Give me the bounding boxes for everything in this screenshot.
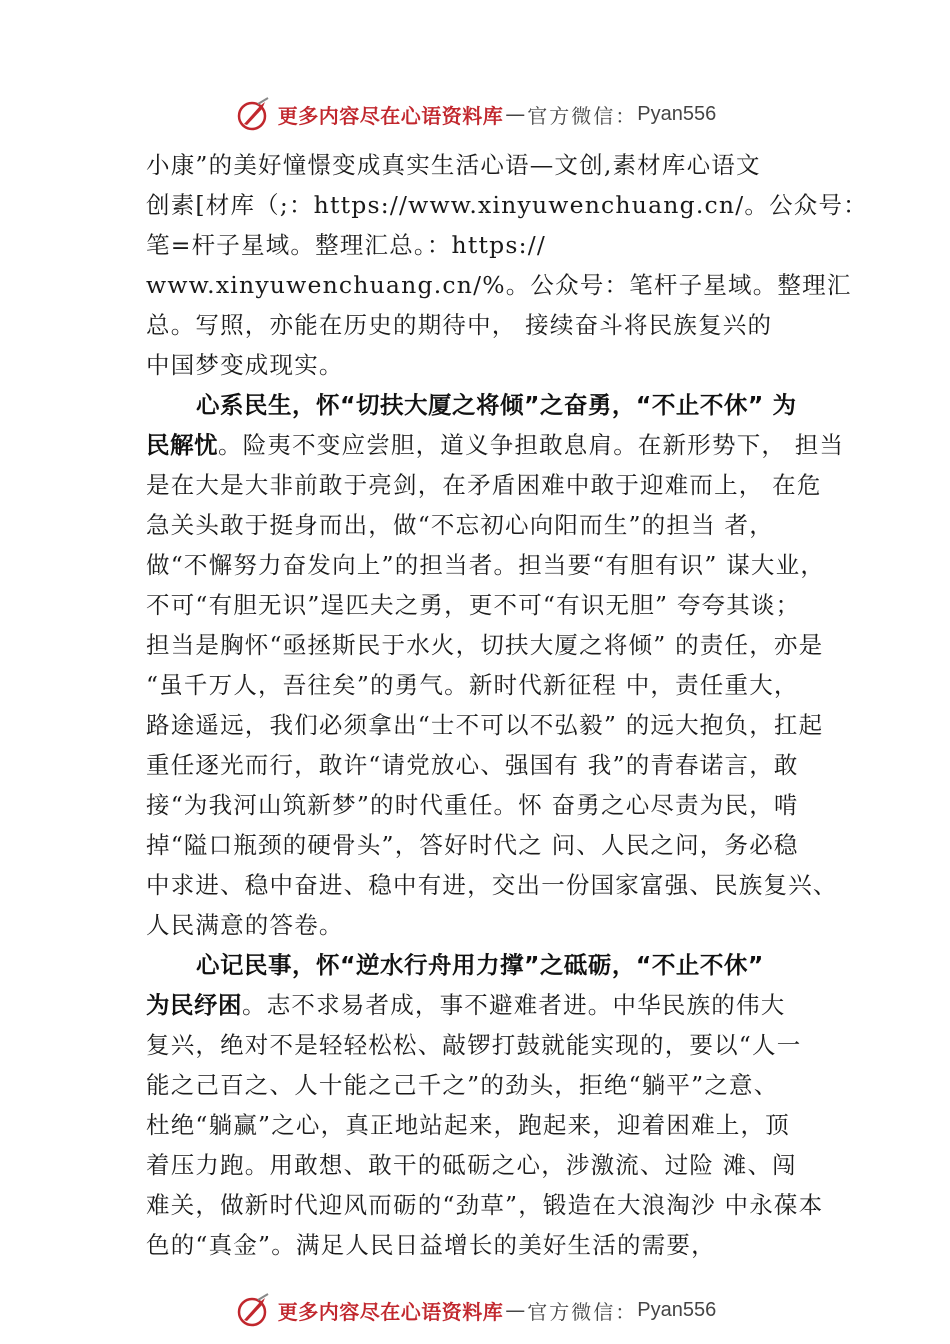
body-text: 重任逐光而行，敢许“请党放心、强国有 我”的青春诺言，敢 (146, 751, 799, 779)
body-text: “虽千万人，吾往矣”的勇气。新时代新征程 中，责任重大， (146, 671, 799, 699)
text-line (146, 310, 772, 340)
header-watermark-banner (0, 94, 950, 134)
body-text: www.xinyuwenchuang.cn/%。公众号：笔杆子星域。整理汇 (146, 271, 852, 299)
brand-text: 更多内容尽在心语资料库 (277, 103, 504, 128)
text-line (146, 1230, 716, 1260)
text-line (146, 750, 799, 780)
bold-heading-text: 心系民生，怀“切扶大厦之将倾”之奋勇，“不止不休” 为 (196, 391, 797, 419)
text-line (146, 1030, 801, 1060)
body-text: 中求进、稳中奋进、稳中有进，交出一份国家富强、民族复兴、 (146, 871, 838, 899)
body-text: 着压力跑。用敢想、敢干的砥砺之心，涉激流、过险 滩、闯 (146, 1151, 797, 1179)
text-line (146, 710, 823, 740)
body-text: 掉“隘口瓶颈的硬骨头”，答好时代之 问、人民之问，务必稳 (146, 831, 799, 859)
text-line (146, 190, 868, 220)
text-line (146, 670, 799, 700)
body-text: 急关头敢于挺身而出，做“不忘初心向阳而生”的担当 者， (146, 511, 774, 539)
text-line (146, 910, 344, 940)
text-line (146, 830, 799, 860)
text-line (146, 150, 761, 180)
body-text: 路途遥远，我们必须拿出“士不可以不弘毅” 的远大抱负，扛起 (146, 711, 824, 739)
text-line (196, 390, 796, 420)
text-line (146, 590, 800, 620)
text-line (146, 870, 838, 900)
bold-heading-text: 民解忧 (146, 431, 218, 459)
text-line (146, 1070, 778, 1100)
text-line (146, 790, 799, 820)
text-line (146, 470, 822, 500)
pen-nib-circle-logo-icon (234, 94, 274, 134)
body-text: 担当是胸怀“亟拯斯民于水火，切扶大厦之将倾” 的责任，亦是 (146, 631, 824, 659)
body-text: 难关，做新时代迎风而砺的“劲草”，锻造在大浪淘沙 中永葆本 (146, 1191, 824, 1219)
body-text: 色的“真金”。满足人民日益增长的美好生活的需要， (146, 1231, 716, 1259)
body-text: 笔=杆子星域。整理汇总。：https:// (146, 231, 547, 259)
body-text: 做“不懈努力奋发向上”的担当者。担当要“有胆有识” 谋大业， (146, 551, 826, 579)
body-text: 总。写照，亦能在历史的期待中， 接续奋斗将民族复兴的 (146, 311, 773, 339)
text-line (146, 990, 785, 1020)
banner-separator: — (505, 1298, 526, 1322)
bold-heading-text: 心记民事，怀“逆水行舟用力撑”之砥砺，“不止不休” (196, 951, 764, 979)
body-text: 复兴，绝对不是轻轻松松、敲锣打鼓就能实现的，要以“人一 (146, 1031, 802, 1059)
wechat-label: 官方微信： (527, 103, 638, 128)
body-text: 接“为我河山筑新梦”的时代重任。怀 奋勇之心尽责为民，啃 (146, 791, 799, 819)
wechat-handle: Pyan556 (637, 1298, 717, 1321)
text-line (146, 1150, 797, 1180)
text-line (196, 950, 764, 980)
text-line (146, 430, 844, 460)
body-text: 能之己百之、人十能之己千之”的劲头，拒绝“躺平”之意、 (146, 1071, 779, 1099)
bold-heading-text: 为民纾困 (146, 991, 242, 1019)
wechat-label: 官方微信： (527, 1299, 638, 1324)
text-line (146, 630, 823, 660)
text-line (146, 1190, 823, 1220)
body-text: 。志不求易者成，事不避难者进。中华民族的伟大 (242, 991, 786, 1019)
body-text: 创素[材库（;：https://www.xinyuwenchuang.cn/。公众号： (146, 191, 868, 219)
body-text: 杜绝“躺赢”之心，真正地站起来，跑起来，迎着困难上，顶 (146, 1111, 790, 1139)
body-text: 是在大是大非前敢于亮剑，在矛盾困难中敢于迎难而上， 在危 (146, 471, 822, 499)
text-line (146, 550, 825, 580)
body-text: 中国梦变成现实。 (146, 351, 344, 379)
text-line (146, 350, 344, 380)
wechat-handle: Pyan556 (637, 102, 717, 125)
body-text: 小康”的美好憧憬变成真实生活心语—文创,素材库心语文 (146, 151, 761, 179)
banner-separator: — (505, 102, 526, 126)
body-text: 。险夷不变应尝胆，道义争担敢息肩。在新形势下， 担当 (218, 431, 845, 459)
body-text: 人民满意的答卷。 (146, 911, 344, 939)
footer-watermark-banner (0, 1290, 950, 1330)
text-line (146, 1110, 790, 1140)
pen-nib-circle-logo-icon (234, 1290, 274, 1330)
text-line (146, 270, 852, 300)
text-line (146, 510, 774, 540)
text-line (146, 230, 546, 260)
brand-text: 更多内容尽在心语资料库 (277, 1299, 504, 1324)
body-text: 不可“有胆无识”逞匹夫之勇，更不可“有识无胆” 夸夸其谈； (146, 591, 801, 619)
